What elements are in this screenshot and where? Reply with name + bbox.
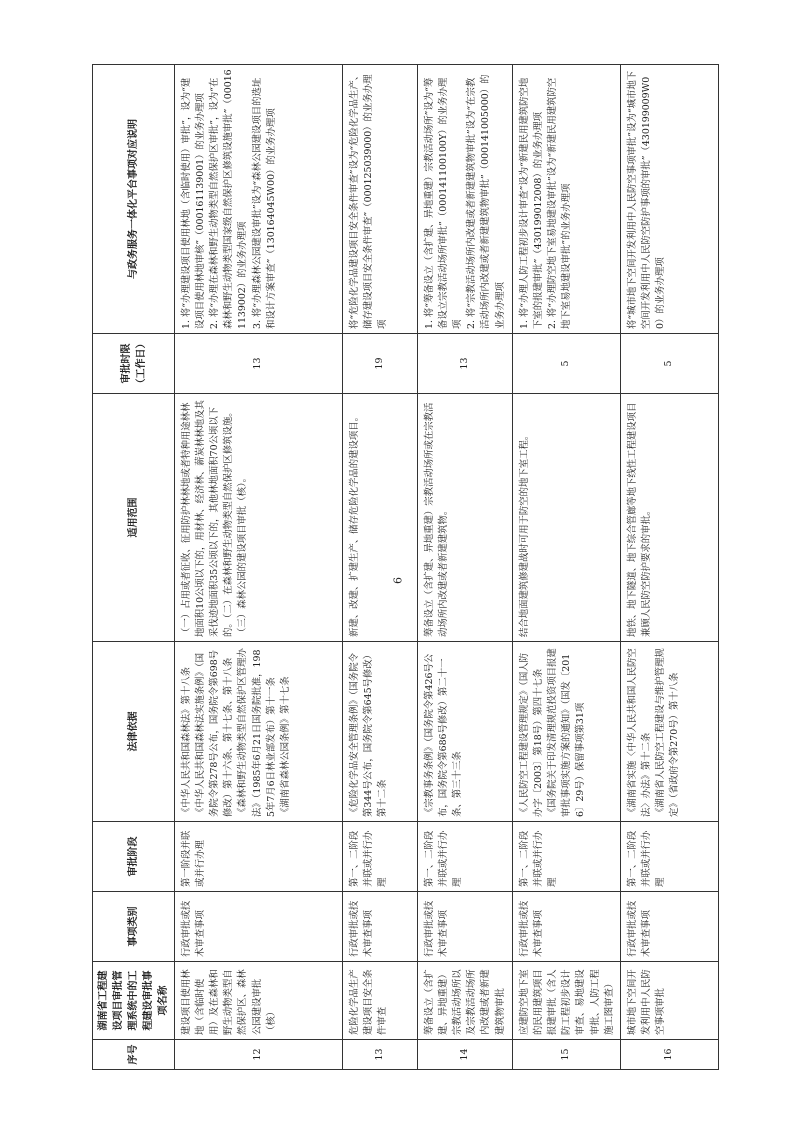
row-category-cell: 行政审批或技术审查事项 [175,892,343,962]
row-notes-cell [343,65,418,334]
row-legal-basis-cell: 《湖南省实施〈中华人民共和国人民防空法〉办法》第十二条 《湖南省人民防空工程建设与维护管理规定》（省政府令第270号）第十八条 [620,642,718,822]
row-item-name-cell: 危险化学品生产建设项目安全条件审查 [343,962,418,1040]
header-stage: 审批阶段 [93,822,175,892]
row-stage-cell: 第一、二阶段并联或并行办理 [513,822,621,892]
table-row [175,65,343,1070]
note-line: 1. 将“办理人防工程初步设计审查”设为“新建民用建筑防空地下室的报建审批”（430199012008）的业务办理项 [519,77,545,329]
note-line: 2. 将“办理在森林和野生动物类型自然保护区审批”，设为“在森林和野生动物类型国家级自然保护区修筑设施审批”（000161139002）的业务办理项 [209,69,249,329]
approval-items-table [92,64,719,1070]
row-scope-cell: 地铁、地下隧道、地下综合管廊等地下线性工程建设项目兼顾人民防空防护要求的审批。 [620,394,718,642]
page-number: 6 [391,577,405,584]
row-legal-basis-cell: 《危险化学品安全管理条例》（国务院令第344号公布，国务院令第645号修改）第十二条 [343,642,418,822]
header-category: 事项类别 [93,892,175,962]
header-seq: 序号 [93,1040,175,1070]
header-legal-basis: 法律依据 [93,642,175,822]
table-row [620,65,718,1070]
row-scope-cell: （一）占用或者征收、征用防护林林地或者特种用途林林地面积10公顷以下的，用材林、经济林、薪炭林林地及其采伐迹地面积35公顷以下的，其他林地面积70公顷以下的。（二）在森林和野生动物类型自然保护区修筑设施。（三）森林公园的建设项目审批（核）。 [175,394,343,642]
row-notes-cell [175,65,343,334]
row-seq-cell: 16 [620,1040,718,1070]
row-time-limit-cell: 19 [343,334,418,394]
row-notes-cell [418,65,513,334]
row-seq-cell: 15 [513,1040,621,1070]
table-row [418,65,513,1070]
row-legal-basis-cell: 《宗教事务条例》（国务院令第426号公布，国务院令第686号修改）第二十一条、第三十三条 [418,642,513,822]
row-stage-cell: 第一、二阶段并联或并行办理 [620,822,718,892]
row-scope-cell: 结合地面建筑修建战时可用于防空的地下室工程。 [513,394,621,642]
table-row [513,65,621,1070]
note-line: 2. 将“宗教活动场所内改建或者新建建筑物审批”设为“在宗教活动场所内改建或者新建建筑物审批”（000141005000）的业务办理项 [466,74,506,329]
table-row [343,65,418,1070]
row-category-cell: 行政审批或技术审查事项 [620,892,718,962]
row-time-limit-cell: 13 [418,334,513,394]
row-item-name-cell: 城市地下空间开发利用中人民防空事项审批 [620,962,718,1040]
rotated-table-wrapper [92,65,700,1070]
row-seq-cell: 14 [418,1040,513,1070]
header-notes: 与政务服务一体化平台事项对应说明 [93,65,175,334]
row-scope-cell: 筹备设立（含扩建、异地重建）宗教活动场所或在宗教活动场所内改建或者新建建筑物。 [418,394,513,642]
row-notes-cell [620,65,718,334]
row-seq-cell: 13 [343,1040,418,1070]
row-time-limit-cell: 5 [620,334,718,394]
row-stage-cell: 第一、二阶段并联或并行办理 [343,822,418,892]
row-item-name-cell: 应建防空地下室的民用建筑项目报建审批（含人防工程初步设计审查、易地建设审批、人防工程施工图审查） [513,962,621,1040]
note-line: 3. 将“办理森林公园建设审批”设为“森林公园建设项目的选址和设计方案审查”（130164045W00）的业务办理项 [251,77,277,329]
row-legal-basis-cell: 《中华人民共和国森林法》第十八条 《中华人民共和国森林法实施条例》（国务院令第278号公布，国务院令第698号修改）第十六条、第十七条、第十八条 《森林和野生动物类型自然保护区管理办法》（1985年6月21日国务院批准，1985年7月6日林业部发布）第十一条 《湖南省森林公园条例》第十七条 [175,642,343,822]
note-line: 2. 将“办理防空地下室易地建设审批”设为“新建民用建筑防空地下室易地建设审批”的业务办理项 [547,77,573,329]
row-time-limit-cell: 13 [175,334,343,394]
row-item-name-cell: 建设项目使用林地（含临时使用）及在森林和野生动物类型自然保护区、森林公园建设审批（核） [175,962,343,1040]
header-time-limit: 审批时限（工作日） [93,334,175,394]
row-seq-cell: 12 [175,1040,343,1070]
row-scope-cell: 新建、改建、扩建生产、储存危险化学品的建设项目。 [343,394,418,642]
row-time-limit-cell: 5 [513,334,621,394]
table-header-row [93,65,175,1070]
row-notes-cell [513,65,621,334]
row-category-cell: 行政审批或技术审查事项 [513,892,621,962]
header-item-name: 湖南省工程建设项目审批管理系统中的工程建设审批事项名称 [93,962,175,1040]
note-line: 1. 将“筹备设立（含扩建、异地重建）宗教活动场所”设为“筹备设立宗教活动场所审批”（000141100100Y）的业务办理项 [424,77,464,329]
row-legal-basis-cell: 《人民防空工程建设管理规定》（国人防办字〔2003〕第18号）第四十七条 《国务院关于印发清理规范投资项目报建审批事项实施方案的通知》（国发〔2016〕29号）保留事项第31项 [513,642,621,822]
header-scope: 适用范围 [93,394,175,642]
note-line: 1. 将“办理建设项目使用林地（含临时使用）审批”，设为“建设项目使用林地审核”（000161139001）的业务办理项 [181,77,207,329]
row-category-cell: 行政审批或技术审查事项 [343,892,418,962]
row-item-name-cell: 筹备设立（含扩建、异地重建）宗教活动场所以及宗教活动场所内改建或者新建建筑物审批 [418,962,513,1040]
note-line: 将“危险化学品建设项目安全条件审查”设为“危险化学品生产、储存建设项目安全条件审查”（000125039000）的业务办理项 [349,70,389,329]
row-category-cell: 行政审批或技术审查事项 [418,892,513,962]
note-line: 将“城市地下空间开发利用中人民防空事项审批”设为“城市地下空间开发利用中人民防空防护事项的审批”（430199009W00）的业务办理项 [626,70,666,329]
row-stage-cell: 第一阶段并联或并行办理 [175,822,343,892]
row-stage-cell: 第一、二阶段并联或并行办理 [418,822,513,892]
